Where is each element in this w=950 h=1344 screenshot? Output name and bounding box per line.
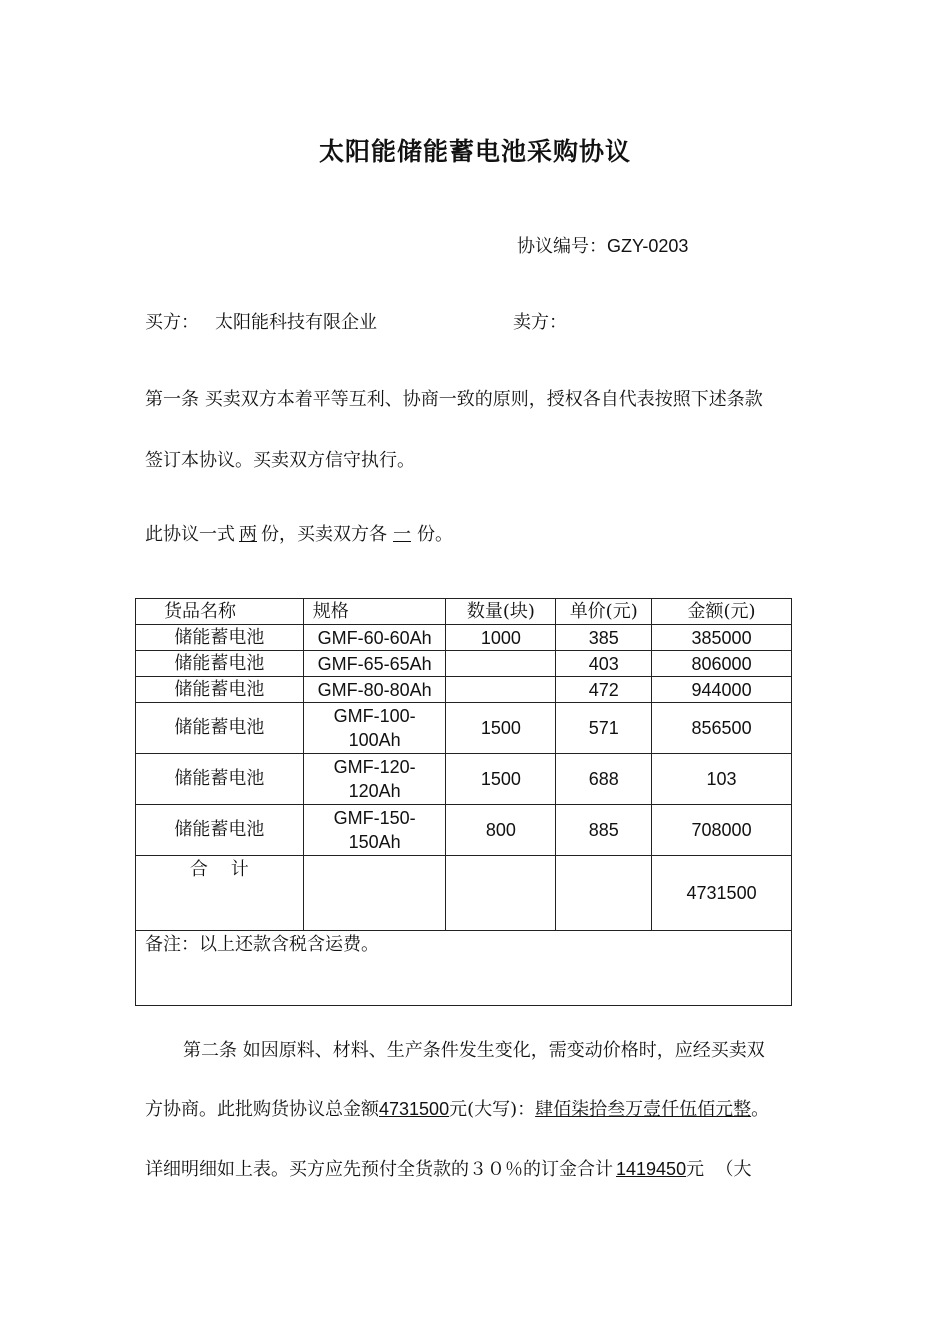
cell-spec — [303, 703, 446, 754]
cell-price: 472 — [556, 677, 652, 703]
cell-name: 储能蓄电池 — [136, 754, 304, 805]
table-row — [136, 625, 792, 651]
cell-spec-line1: GMF-100- — [333, 706, 416, 726]
cell-spec — [303, 754, 446, 805]
copies-each: 一 — [393, 524, 411, 545]
table-header-row — [136, 599, 792, 625]
copies-prefix: 此协议一式 — [145, 524, 235, 545]
cell-spec — [303, 805, 446, 856]
article2-line3-prefix: 详细明细如上表。买方应先预付全货款的３０％的订金合计 — [145, 1159, 613, 1180]
cell-spec: GMF-80-80Ah — [303, 677, 446, 703]
cell-name: 储能蓄电池 — [136, 805, 304, 856]
cell-qty: 1000 — [446, 625, 556, 651]
agreement-number-value: GZY-0203 — [607, 236, 689, 256]
cell-name: 储能蓄电池 — [136, 651, 304, 677]
total-amount-figure: 4731500 — [379, 1099, 450, 1119]
buyer-name: 太阳能科技有限企业 — [215, 312, 377, 333]
buyer-line — [145, 311, 377, 335]
cell-spec-line1: GMF-120- — [333, 757, 416, 777]
cell-name: 储能蓄电池 — [136, 625, 304, 651]
cell-qty: 1500 — [446, 703, 556, 754]
cell-amount: 385000 — [652, 625, 792, 651]
buyer-label: 买方： — [145, 312, 199, 333]
cell-price: 403 — [556, 651, 652, 677]
cell-amount: 856500 — [652, 703, 792, 754]
table-row — [136, 805, 792, 856]
article2-line3-suffix: 元 （大 — [686, 1159, 752, 1180]
article2-line2-end: 。 — [751, 1099, 770, 1120]
article2-line3 — [145, 1157, 752, 1182]
total-amount: 4731500 — [652, 856, 792, 931]
article1-line1: 第一条 买卖双方本着平等互利、协商一致的原则，授权各自代表按照下述条款 — [145, 389, 763, 410]
cell-amount: 806000 — [652, 651, 792, 677]
copies-count: 两 — [239, 524, 257, 545]
cell-price: 885 — [556, 805, 652, 856]
header-qty: 数量(块) — [446, 599, 556, 625]
cell-price: 571 — [556, 703, 652, 754]
agreement-number-label: 协议编号： — [517, 236, 607, 257]
article2-line2-prefix: 方协商。此批购货协议总金额 — [145, 1099, 379, 1120]
total-empty-cell — [556, 856, 652, 931]
cell-price: 385 — [556, 625, 652, 651]
cell-spec: GMF-60-60Ah — [303, 625, 446, 651]
total-amount-words: 肆佰柒拾叁万壹仟伍佰元整 — [535, 1099, 752, 1120]
cell-qty: 800 — [446, 805, 556, 856]
cell-name: 储能蓄电池 — [136, 677, 304, 703]
table-row — [136, 677, 792, 703]
copies-line — [145, 523, 453, 547]
cell-name: 储能蓄电池 — [136, 703, 304, 754]
cell-qty — [446, 677, 556, 703]
cell-price: 688 — [556, 754, 652, 805]
table-row — [136, 651, 792, 677]
header-spec: 规格 — [303, 599, 446, 625]
table-row — [136, 703, 792, 754]
article2-line2-mid: 元(大写)： — [449, 1099, 536, 1120]
page-title: 太阳能储能蓄电池采购协议 — [318, 137, 631, 166]
article1-line2: 签订本协议。买卖双方信守执行。 — [145, 450, 415, 471]
seller-label: 卖方： — [513, 312, 567, 333]
total-label: 合 计 — [136, 856, 304, 931]
cell-spec-line1: GMF-150- — [333, 808, 416, 828]
cell-spec-line2: 150Ah — [348, 832, 401, 852]
article2-line2 — [145, 1097, 769, 1122]
copies-middle: 份，买卖双方各 — [261, 524, 387, 545]
table-total-row — [136, 856, 792, 931]
remark-text: 备注：以上还款含税含运费。 — [136, 931, 792, 1006]
cell-spec: GMF-65-65Ah — [303, 651, 446, 677]
cell-amount: 103 — [652, 754, 792, 805]
table-row — [136, 754, 792, 805]
total-empty-cell — [446, 856, 556, 931]
goods-table — [135, 598, 792, 1006]
agreement-number — [517, 234, 688, 259]
table-remark-row — [136, 931, 792, 1006]
total-empty-cell — [303, 856, 446, 931]
cell-amount: 944000 — [652, 677, 792, 703]
cell-spec-line2: 120Ah — [348, 781, 401, 801]
article2-line1: 第二条 如因原料、材料、生产条件发生变化，需变动价格时，应经买卖双 — [183, 1040, 765, 1061]
header-name: 货品名称 — [136, 599, 304, 625]
cell-spec-line2: 100Ah — [348, 730, 401, 750]
header-price: 单价(元) — [556, 599, 652, 625]
cell-qty — [446, 651, 556, 677]
header-amount: 金额(元) — [652, 599, 792, 625]
cell-amount: 708000 — [652, 805, 792, 856]
copies-suffix: 份。 — [417, 524, 453, 545]
deposit-amount: 1419450 — [616, 1159, 687, 1179]
cell-qty: 1500 — [446, 754, 556, 805]
